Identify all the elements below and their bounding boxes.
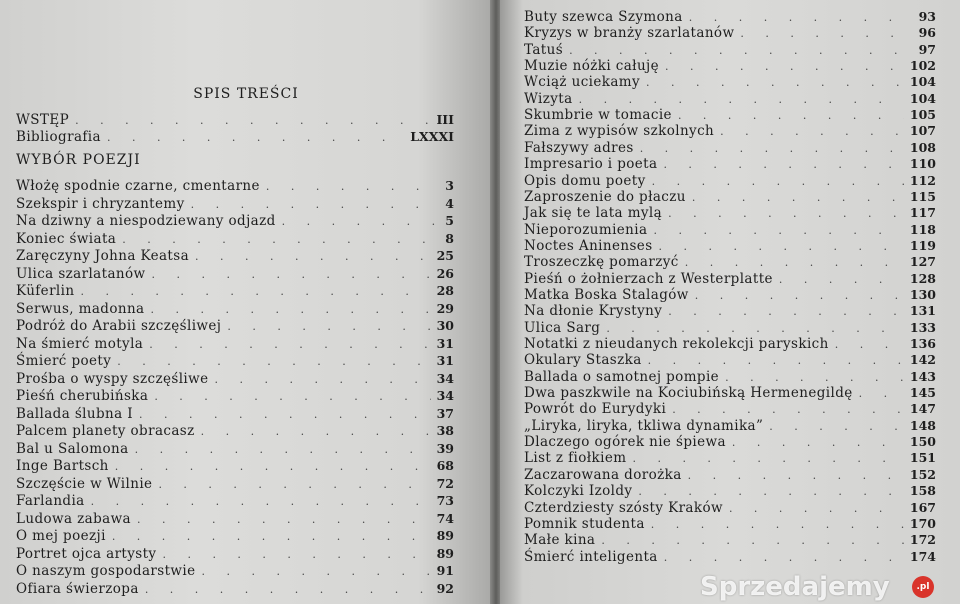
dot-leader	[640, 141, 904, 156]
entry-title: Muzie nóżki całuję	[524, 58, 660, 75]
toc-entry	[524, 222, 936, 237]
entry-page: 107	[909, 123, 936, 139]
toc-entry	[16, 546, 454, 561]
entry-title: O naszym gospodarstwie	[16, 563, 196, 579]
entry-title: Troszeczkę pomarzyć	[524, 254, 679, 271]
toc-entry	[16, 528, 454, 543]
entry-title: Na dłonie Krystyny	[524, 303, 663, 320]
entry-title: Opis domu poety	[524, 172, 646, 189]
entry-title: Dwa paszkwile na Kociubińską Hermenegildę	[524, 385, 853, 402]
toc-entry	[524, 9, 936, 24]
entry-title: WSTĘP	[16, 112, 70, 128]
entry-title: Pieśń cherubińska	[16, 388, 149, 404]
entry-title: Palcem planety obracasz	[16, 423, 195, 439]
watermark-badge: .pl	[912, 576, 934, 598]
toc-entry	[16, 476, 454, 491]
toc-entry	[16, 301, 454, 316]
entry-title: Notatki z nieudanych rekolekcji paryskich	[524, 336, 829, 352]
dot-leader	[632, 451, 903, 466]
toc-entry	[524, 238, 936, 253]
entry-title: Wciąż uciekamy	[524, 74, 641, 91]
entry-title: Kolczyki Izoldy	[524, 483, 633, 500]
dot-leader	[115, 459, 431, 474]
toc-entry	[524, 336, 936, 351]
entry-page: 127	[909, 254, 936, 270]
dot-leader	[191, 197, 440, 212]
dot-leader	[137, 512, 431, 527]
entry-page: 89	[436, 528, 454, 543]
entry-title: Ofiara świerzopa	[16, 580, 139, 597]
entry-title: Zaproszenie do płaczu	[524, 188, 686, 205]
entry-page: 89	[436, 545, 454, 561]
entry-page: 152	[909, 466, 936, 482]
entry-title: O mej poezji	[16, 528, 106, 544]
toc-entry	[524, 303, 936, 318]
entry-page: 5	[445, 213, 454, 228]
entry-page: 150	[909, 434, 936, 450]
entry-page: 108	[909, 139, 936, 155]
dot-leader	[149, 337, 430, 352]
toc-entry	[16, 563, 454, 578]
toc-entry	[16, 581, 454, 596]
toc-entry	[16, 178, 454, 193]
toc-entry	[524, 271, 936, 286]
entry-title: Noctes Aninenses	[524, 237, 653, 254]
entry-page: 133	[909, 319, 936, 335]
dot-leader	[75, 113, 430, 128]
entry-title: Bibliografia	[16, 129, 101, 145]
toc-entry	[524, 205, 936, 220]
entry-title: Dlaczego ogórek nie śpiewa	[524, 434, 726, 451]
toc-entry	[524, 500, 936, 515]
dot-leader	[725, 370, 904, 385]
toc-entry	[524, 254, 936, 269]
toc-entry	[16, 336, 454, 351]
entry-title: Wizyta	[524, 90, 573, 107]
dot-leader	[91, 494, 431, 509]
toc-entry	[524, 467, 936, 482]
dot-leader	[579, 92, 904, 107]
entry-page: 145	[909, 385, 936, 401]
dot-leader	[648, 353, 904, 368]
toc-entry	[524, 58, 936, 73]
dot-leader	[266, 179, 439, 194]
entry-page: 96	[918, 25, 936, 41]
dot-leader	[659, 239, 904, 254]
entry-page: 143	[909, 368, 936, 384]
dot-leader	[720, 124, 904, 139]
entry-page: 26	[436, 265, 454, 281]
entry-page: 92	[436, 580, 454, 596]
entry-page: 102	[909, 58, 936, 74]
toc-entry	[524, 173, 936, 188]
entry-page: 8	[445, 230, 454, 246]
toc-entry	[16, 231, 454, 246]
toc-entry	[16, 129, 454, 144]
entry-title: Na dziwny a niespodziewany odjazd	[16, 213, 276, 229]
dot-leader	[665, 59, 904, 74]
dot-leader	[606, 321, 904, 336]
dot-leader	[112, 529, 431, 544]
entry-title: Śmierć inteligenta	[524, 548, 658, 565]
entry-title: Powrót do Eurydyki	[524, 401, 667, 418]
entry-title: Ludowa zabawa	[16, 510, 131, 527]
entry-title: Kryzys w branży szarlatanów	[524, 25, 735, 42]
dot-leader	[201, 424, 431, 439]
entry-page: 31	[436, 335, 454, 351]
entry-page: 142	[909, 352, 936, 368]
dot-leader	[145, 582, 431, 597]
dot-leader	[651, 517, 904, 532]
entry-title: Tatuś	[524, 41, 564, 58]
toc-entry	[16, 423, 454, 438]
dot-leader	[695, 288, 904, 303]
entry-page: 72	[436, 475, 454, 491]
entry-page: 3	[445, 178, 454, 193]
toc-entry	[16, 283, 454, 298]
entry-page: 147	[909, 401, 936, 417]
dot-leader	[653, 223, 903, 238]
entry-page: 148	[909, 417, 936, 433]
dot-leader	[151, 267, 430, 282]
entry-page: 4	[445, 195, 454, 211]
entry-page: 136	[909, 336, 936, 351]
entry-page: 104	[909, 90, 936, 106]
entry-title: Małe kina	[524, 532, 596, 549]
toc-entry	[16, 318, 454, 333]
entry-title: Ballada o samotnej pompie	[524, 368, 720, 385]
dot-leader	[227, 319, 430, 334]
dot-leader	[692, 190, 904, 205]
entry-page: 104	[909, 74, 936, 90]
dot-leader	[139, 407, 431, 422]
entry-page: 38	[436, 423, 454, 438]
dot-leader	[835, 337, 904, 352]
entry-page: 91	[436, 563, 454, 578]
dot-leader	[678, 108, 904, 123]
entry-page: 131	[909, 303, 936, 319]
toc-entry	[524, 450, 936, 465]
toc-entry	[524, 140, 936, 155]
entry-page: 34	[436, 370, 454, 386]
entry-title: Śmierć poety	[16, 353, 112, 369]
entry-page: 119	[909, 237, 936, 253]
entry-page: 158	[909, 483, 936, 499]
toc-entry	[16, 406, 454, 421]
toc-entry	[524, 434, 936, 449]
entry-title: Ulica Sarg	[524, 319, 601, 336]
toc-entry	[16, 248, 454, 263]
toc-entry	[16, 388, 454, 403]
entry-page: 97	[918, 41, 936, 57]
dot-leader	[729, 501, 904, 516]
entry-title: Na śmierć motyla	[16, 335, 144, 352]
entry-page: 105	[909, 107, 936, 123]
dot-leader	[779, 272, 904, 287]
dot-leader	[601, 533, 904, 548]
dot-leader	[282, 214, 440, 229]
entry-page: 172	[909, 532, 936, 548]
entry-page: III	[436, 112, 454, 127]
entry-page: 130	[909, 286, 936, 302]
toc-entry	[16, 511, 454, 526]
entry-page: 167	[909, 499, 936, 515]
entry-page: 128	[909, 270, 936, 286]
entry-title: Pomnik studenta	[524, 515, 645, 532]
entry-title: Farlandia	[16, 493, 85, 509]
toc-entry	[524, 401, 936, 416]
right-page	[500, 0, 960, 604]
entry-title: Czterdziesty szósty Kraków	[524, 499, 723, 516]
toc-entry	[16, 493, 454, 508]
entry-title: Portret ojca artysty	[16, 545, 157, 562]
dot-leader	[732, 435, 904, 450]
entry-title: Szczęście w Wilnie	[16, 475, 153, 492]
entry-title: List z fiołkiem	[524, 450, 627, 467]
toc-entry	[524, 25, 936, 40]
toc-entry	[16, 112, 454, 127]
entry-page: 25	[436, 248, 454, 263]
entry-title: Okulary Staszka	[524, 352, 642, 369]
entry-page: 37	[436, 405, 454, 421]
entry-page: 110	[909, 156, 936, 172]
entry-page: 73	[436, 493, 454, 508]
toc-entry	[524, 369, 936, 384]
entry-page: 174	[909, 548, 936, 564]
toc-entry	[524, 483, 936, 498]
toc-entry	[524, 549, 936, 564]
dot-leader	[740, 26, 912, 41]
toc-entry	[524, 156, 936, 171]
toc-entry	[16, 353, 454, 368]
dot-leader	[162, 547, 430, 562]
entry-title: Ulica szarlatanów	[16, 265, 146, 282]
toc-title: SPIS TREŚCI	[193, 86, 299, 102]
entry-page: 74	[436, 510, 454, 526]
toc-entry	[524, 320, 936, 335]
dot-leader	[117, 354, 430, 369]
entry-title: Küferlin	[16, 283, 75, 299]
entry-title: Prośba o wyspy szczęśliwe	[16, 370, 209, 387]
toc-entry	[524, 352, 936, 367]
dot-leader	[672, 402, 904, 417]
entry-page: 31	[436, 353, 454, 368]
entry-title: Inge Bartsch	[16, 458, 109, 474]
entry-title: Jak się te lata mylą	[524, 205, 663, 222]
dot-leader	[638, 484, 903, 499]
toc-entry	[524, 532, 936, 547]
entry-page: 118	[909, 221, 936, 237]
toc-entry	[524, 107, 936, 122]
toc-entry	[524, 123, 936, 138]
entry-title: Fałszywy adres	[524, 139, 634, 156]
entry-title: Zima z wypisów szkolnych	[524, 123, 715, 140]
entry-title: Skumbrie w tomacie	[524, 107, 672, 124]
dot-leader	[135, 442, 431, 457]
dot-leader	[569, 43, 913, 58]
entry-title: Buty szewca Szymona	[524, 9, 683, 25]
entry-page: 117	[909, 205, 936, 221]
entry-page: 170	[909, 515, 936, 531]
dot-leader	[859, 386, 904, 401]
entry-page: 39	[436, 440, 454, 456]
entry-title: Zaczarowana dorożka	[524, 466, 682, 483]
dot-leader	[663, 157, 903, 172]
toc-entry	[524, 418, 936, 433]
dot-leader	[646, 75, 904, 90]
toc-entry	[524, 91, 936, 106]
entry-title: Pieśń o żołnierzach z Westerplatte	[524, 270, 773, 287]
dot-leader	[685, 255, 904, 270]
entry-page: 93	[918, 9, 936, 24]
entry-title: Impresario i poeta	[524, 156, 658, 173]
entry-title: Matka Boska Stalagów	[524, 286, 689, 303]
dot-leader	[202, 564, 431, 579]
toc-entry	[16, 441, 454, 456]
entry-page: 29	[436, 300, 454, 316]
entry-page: 30	[436, 318, 454, 333]
toc-entry	[16, 371, 454, 386]
dot-leader	[214, 372, 430, 387]
dot-leader	[689, 10, 913, 25]
dot-leader	[668, 304, 904, 319]
toc-entry	[524, 189, 936, 204]
entry-title: Podróż do Arabii szczęśliwej	[16, 318, 222, 334]
dot-leader	[664, 550, 904, 565]
toc-entry	[524, 385, 936, 400]
dot-leader	[668, 206, 904, 221]
dot-leader	[158, 477, 430, 492]
entry-title: Zaręczyny Johna Keatsa	[16, 248, 190, 264]
dot-leader	[769, 419, 904, 434]
entry-page: 34	[436, 388, 454, 403]
section-heading: WYBÓR POEZJI	[16, 152, 141, 168]
toc-entry	[524, 516, 936, 531]
dot-leader	[122, 232, 439, 247]
toc-entry	[524, 74, 936, 89]
entry-page: 28	[436, 283, 454, 298]
toc-entry	[16, 196, 454, 211]
dot-leader	[195, 249, 431, 264]
toc-entry	[16, 458, 454, 473]
toc-entry	[524, 287, 936, 302]
dot-leader	[652, 174, 904, 189]
toc-entry	[524, 42, 936, 57]
entry-page: LXXXI	[410, 129, 454, 144]
entry-title: Ballada ślubna I	[16, 405, 133, 422]
entry-title: „Liryka, liryka, tkliwa dynamika”	[524, 417, 764, 434]
entry-title: Serwus, madonna	[16, 300, 145, 317]
dot-leader	[80, 284, 430, 299]
toc-entry	[16, 213, 454, 228]
dot-leader	[688, 468, 904, 483]
dot-leader	[107, 130, 404, 145]
entry-page: 151	[909, 450, 936, 466]
dot-leader	[151, 302, 431, 317]
entry-page: 112	[909, 172, 936, 188]
entry-page: 68	[436, 458, 454, 473]
entry-title: Nieporozumienia	[524, 221, 648, 238]
entry-title: Koniec świata	[16, 230, 117, 247]
entry-page: 115	[909, 188, 936, 204]
toc-entry	[16, 266, 454, 281]
watermark-logo: Sprzedajemy	[700, 572, 890, 602]
entry-title: Bal u Salomona	[16, 440, 129, 457]
entry-title: Włożę spodnie czarne, cmentarne	[16, 178, 260, 194]
dot-leader	[154, 389, 430, 404]
entry-title: Szekspir i chryzantemy	[16, 195, 185, 212]
